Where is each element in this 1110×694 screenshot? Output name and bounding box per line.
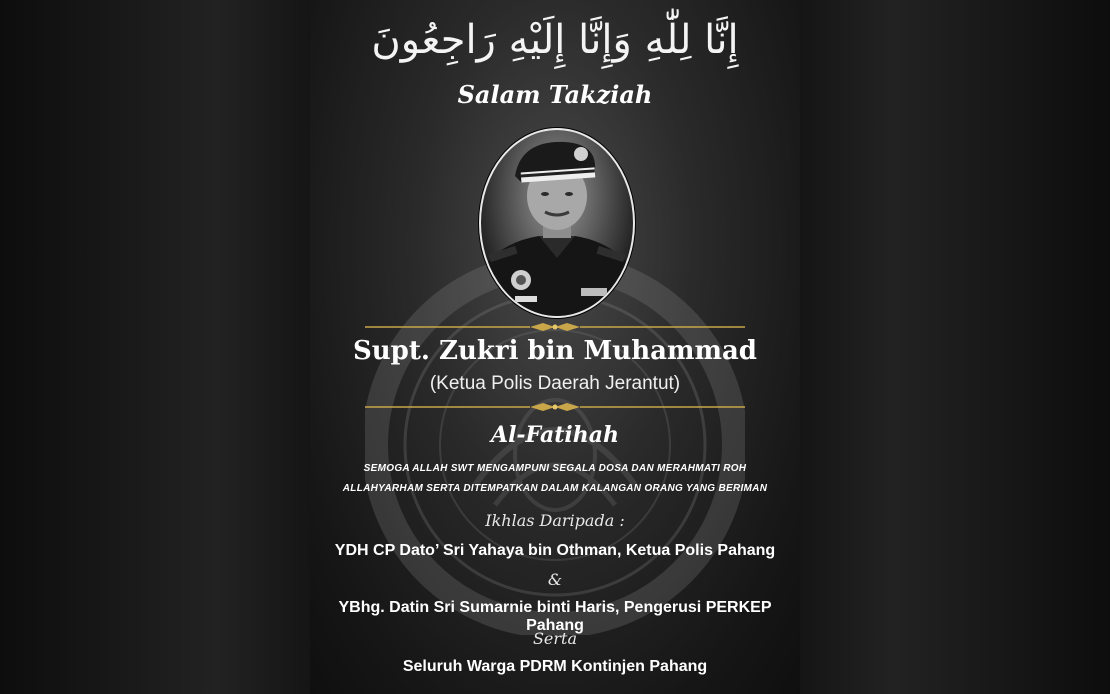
deceased-name: Supt. Zukri bin Muhammad [353,336,757,366]
sender-serta: Serta [532,629,578,648]
prayer-line-2: ALLAHYARHAM SERTA DITEMPATKAN DALAM KALANGAN ORANG YANG BERIMAN [342,483,768,494]
right-backdrop [800,0,1110,694]
prayer-line-1: SEMOGA ALLAH SWT MENGAMPUNI SEGALA DOSA DAN MERAHMATI ROH [363,463,747,474]
gold-divider-top [365,322,745,332]
gold-divider-bottom [365,402,745,412]
left-backdrop [0,0,310,694]
sender-ampersand: & [547,570,563,589]
sender-first: YDH CP Dato’ Sri Yahaya bin Othman, Ketua Polis Pahang [334,542,776,559]
officer-portrait [479,128,635,318]
condolence-poster [310,0,800,694]
sender-third: Seluruh Warga PDRM Kontinjen Pahang [402,658,708,675]
from-label: Ikhlas Daripada : [485,511,625,530]
arabic-verse: إِنَّا لِلّٰهِ وَإِنَّا إِلَيْهِ رَاجِعُونَ [371,17,739,63]
greeting-title: Salam Takziah [457,80,653,109]
al-fatihah-heading: Al-Fatihah [491,422,619,448]
sender-second: YBhg. Datin Sri Sumarnie binti Haris, Pengerusi PERKEP Pahang [338,599,772,634]
deceased-role: (Ketua Polis Daerah Jerantut) [429,373,681,394]
police-officer-portrait-icon [481,130,633,316]
